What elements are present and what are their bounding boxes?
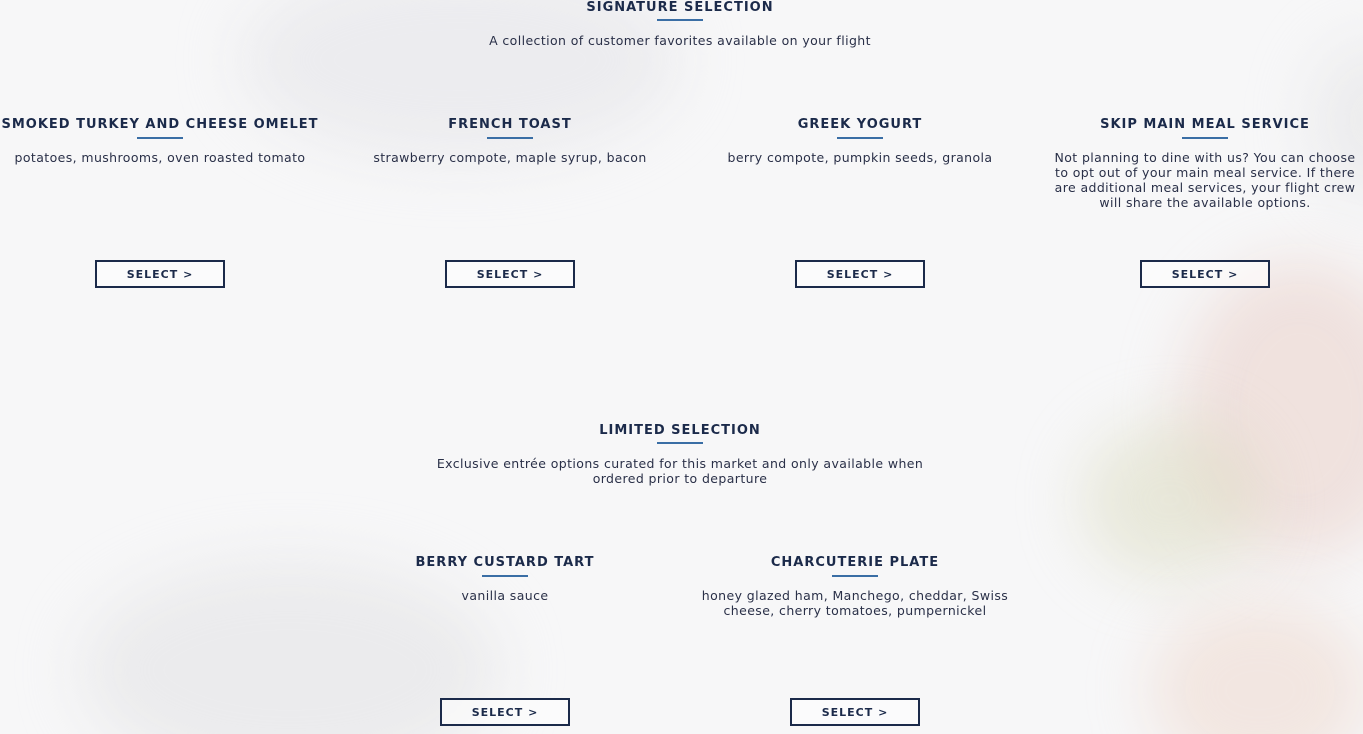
- meal-description: berry compote, pumpkin seeds, granola: [727, 150, 993, 165]
- meal-title-underline: [832, 575, 878, 577]
- meal-title-underline: [487, 137, 533, 139]
- skip-meal-button[interactable]: SELECT >: [1140, 260, 1270, 288]
- meal-description: potatoes, mushrooms, oven roasted tomato: [14, 150, 306, 165]
- meal-description: vanilla sauce: [461, 588, 549, 603]
- signature-title-underline: [657, 19, 703, 21]
- signature-section-subtitle: A collection of customer favorites available on your flight: [489, 33, 871, 48]
- meal-title-underline: [1182, 137, 1228, 139]
- meal-title: FRENCH TOAST: [448, 117, 572, 132]
- meal-title: CHARCUTERIE PLATE: [770, 555, 940, 570]
- meal-description: Not planning to dine with us? You can choose to opt out of your main meal service. If there are additional meal services, your flight crew will share the available options.: [1054, 150, 1356, 210]
- limited-section-title: LIMITED SELECTION: [599, 423, 761, 438]
- limited-section-subtitle: Exclusive entrée options curated for this market and only available when ordered prior to departure: [436, 456, 924, 486]
- limited-title-underline: [657, 442, 703, 444]
- select-meal-button[interactable]: SELECT >: [95, 260, 225, 288]
- meal-description: strawberry compote, maple syrup, bacon: [373, 150, 647, 165]
- meal-title: BERRY CUSTARD TART: [415, 555, 595, 570]
- signature-section-title: SIGNATURE SELECTION: [586, 0, 774, 15]
- meal-title: GREEK YOGURT: [797, 117, 923, 132]
- select-meal-button[interactable]: SELECT >: [445, 260, 575, 288]
- meal-description: honey glazed ham, Manchego, cheddar, Swiss cheese, cherry tomatoes, pumpernickel: [701, 588, 1009, 618]
- select-meal-button[interactable]: SELECT >: [440, 698, 570, 726]
- select-meal-button[interactable]: SELECT >: [795, 260, 925, 288]
- select-meal-button[interactable]: SELECT >: [790, 698, 920, 726]
- meal-title: SMOKED TURKEY AND CHEESE OMELET: [1, 117, 319, 132]
- meal-title-underline: [482, 575, 528, 577]
- meal-title-underline: [137, 137, 183, 139]
- meal-title: SKIP MAIN MEAL SERVICE: [1100, 117, 1310, 132]
- meal-title-underline: [837, 137, 883, 139]
